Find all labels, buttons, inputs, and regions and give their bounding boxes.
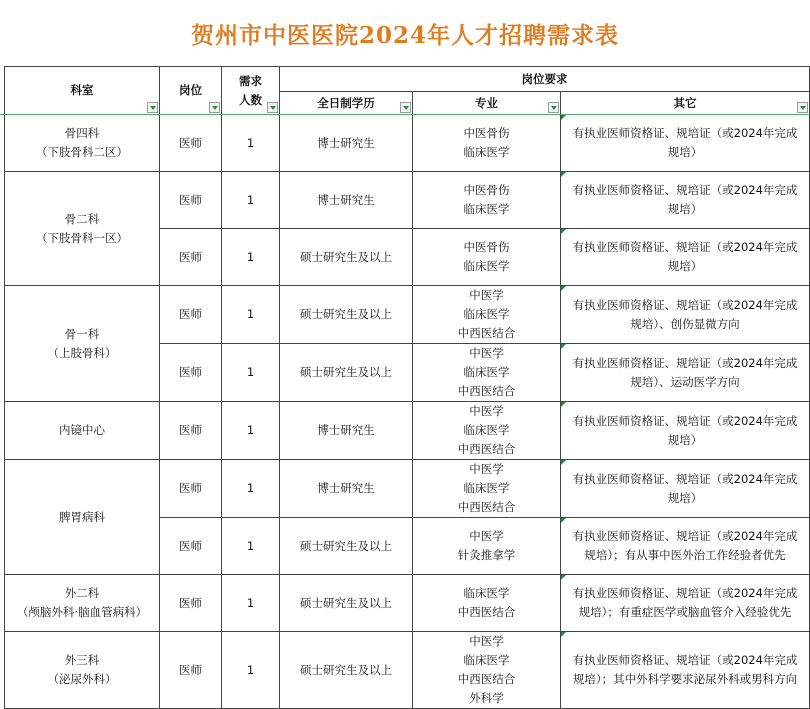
header-position-label: 岗位 bbox=[179, 83, 202, 97]
major-line: 临床医学 bbox=[463, 653, 510, 667]
other-line: 有执业医师资格证、规培证（或2024年完成 bbox=[572, 355, 798, 370]
cell-position[interactable]: 医师 bbox=[160, 286, 222, 344]
other-line: 有执业医师资格证、规培证（或2024年完成 bbox=[572, 126, 798, 140]
major-line: 中西医结合 bbox=[457, 605, 516, 619]
header-department-label: 科室 bbox=[70, 83, 94, 97]
filter-dropdown-icon[interactable] bbox=[548, 102, 559, 113]
table-row bbox=[5, 286, 810, 344]
error-indicator-icon bbox=[561, 402, 566, 407]
department-line: （下肢骨科一区） bbox=[36, 230, 128, 245]
other-line: 规培）、运动医学方向 bbox=[630, 374, 740, 389]
cell-other[interactable] bbox=[561, 518, 810, 575]
cell-other[interactable] bbox=[561, 229, 810, 286]
cell-education[interactable]: 硕士研究生及以上 bbox=[280, 344, 413, 402]
cell-education[interactable]: 硕士研究生及以上 bbox=[280, 286, 413, 344]
cell-major[interactable] bbox=[413, 402, 561, 460]
other-line: 有执业医师资格证、规培证（或2024年完成 bbox=[572, 297, 798, 312]
error-indicator-icon bbox=[561, 286, 566, 291]
cell-other[interactable] bbox=[561, 344, 810, 402]
header-major-label: 专业 bbox=[475, 95, 498, 110]
other-line: 有执业医师资格证、规培证（或2024年完成 bbox=[572, 183, 798, 197]
department-line: 骨一科 bbox=[64, 326, 100, 341]
major-line: 临床医学 bbox=[463, 202, 510, 216]
cell-major[interactable] bbox=[413, 286, 561, 344]
recruitment-table bbox=[4, 66, 810, 709]
cell-position[interactable]: 医师 bbox=[160, 518, 222, 575]
cell-education[interactable]: 硕士研究生及以上 bbox=[280, 632, 413, 709]
page-title: 贺州市中医医院2024年人才招聘需求表 bbox=[190, 21, 619, 49]
major-line: 中医学 bbox=[469, 462, 504, 476]
cell-count[interactable]: 1 bbox=[222, 575, 280, 632]
cell-education[interactable]: 博士研究生 bbox=[280, 402, 413, 460]
cell-other[interactable] bbox=[561, 402, 810, 460]
cell-position[interactable]: 医师 bbox=[160, 460, 222, 518]
major-line: 中医骨伤 bbox=[463, 126, 510, 140]
filter-dropdown-icon[interactable] bbox=[267, 102, 278, 113]
cell-department[interactable] bbox=[5, 286, 160, 402]
cell-department[interactable] bbox=[5, 115, 160, 172]
cell-other[interactable] bbox=[561, 575, 810, 632]
error-indicator-icon bbox=[561, 344, 566, 349]
other-line: 规培） bbox=[667, 145, 703, 159]
cell-count[interactable]: 1 bbox=[222, 172, 280, 229]
error-indicator-icon bbox=[561, 172, 566, 177]
major-line: 中医学 bbox=[469, 288, 504, 302]
major-line: 临床医学 bbox=[463, 365, 510, 379]
cell-department[interactable] bbox=[5, 575, 160, 632]
cell-major[interactable] bbox=[413, 229, 561, 286]
filter-dropdown-icon[interactable] bbox=[209, 102, 220, 113]
error-indicator-icon bbox=[561, 518, 566, 523]
cell-other[interactable] bbox=[561, 115, 810, 172]
major-line: 中西医结合 bbox=[457, 500, 516, 514]
cell-count[interactable]: 1 bbox=[222, 402, 280, 460]
department-line: （下肢骨科二区） bbox=[36, 145, 128, 159]
cell-education[interactable]: 硕士研究生及以上 bbox=[280, 229, 413, 286]
major-line: 中西医结合 bbox=[457, 672, 516, 686]
other-line: 规培）；其中外科学要求泌尿外科或男科方向 bbox=[572, 672, 798, 686]
error-indicator-icon bbox=[561, 460, 566, 465]
cell-position[interactable]: 医师 bbox=[160, 172, 222, 229]
table-row bbox=[5, 402, 810, 460]
header-major[interactable] bbox=[413, 92, 561, 115]
cell-major[interactable] bbox=[413, 115, 561, 172]
major-line: 中医学 bbox=[469, 404, 504, 418]
other-line: 规培）、创伤显微方向 bbox=[630, 316, 740, 331]
department-line: 外二科 bbox=[64, 586, 100, 600]
major-line: 针灸推拿学 bbox=[457, 548, 516, 562]
cell-other[interactable] bbox=[561, 286, 810, 344]
major-line: 中医学 bbox=[469, 634, 504, 648]
error-indicator-icon bbox=[561, 575, 566, 580]
header-requirements: 岗位要求 bbox=[280, 67, 810, 92]
header-count-label-2: 人数 bbox=[239, 92, 262, 107]
filter-dropdown-icon[interactable] bbox=[400, 102, 411, 113]
department-line: 脾胃病科 bbox=[59, 509, 105, 524]
table-row bbox=[5, 575, 810, 632]
major-line: 外科学 bbox=[469, 691, 504, 705]
cell-count[interactable]: 1 bbox=[222, 632, 280, 709]
department-line: 骨二科 bbox=[64, 211, 100, 226]
cell-position[interactable]: 医师 bbox=[160, 575, 222, 632]
major-line: 中医学 bbox=[469, 346, 504, 360]
cell-position[interactable]: 医师 bbox=[160, 229, 222, 286]
table-row bbox=[5, 460, 810, 518]
cell-major[interactable] bbox=[413, 460, 561, 518]
other-line: 有执业医师资格证、规培证（或2024年完成 bbox=[572, 653, 798, 667]
cell-department[interactable] bbox=[5, 172, 160, 286]
cell-education[interactable]: 博士研究生 bbox=[280, 115, 413, 172]
cell-position[interactable]: 医师 bbox=[160, 402, 222, 460]
error-indicator-icon bbox=[561, 229, 566, 234]
cell-count[interactable]: 1 bbox=[222, 115, 280, 172]
header-education-label: 全日制学历 bbox=[317, 95, 375, 110]
cell-major[interactable] bbox=[413, 632, 561, 709]
department-line: （上肢骨科） bbox=[47, 345, 117, 360]
major-line: 临床医学 bbox=[463, 423, 510, 437]
header-count[interactable] bbox=[222, 67, 280, 115]
cell-position[interactable]: 医师 bbox=[160, 632, 222, 709]
department-line: （颅脑外科·脑血管病科） bbox=[16, 605, 148, 619]
cell-education[interactable]: 博士研究生 bbox=[280, 172, 413, 229]
department-line: 外三科 bbox=[64, 653, 100, 667]
table-row bbox=[5, 115, 810, 172]
cell-department[interactable] bbox=[5, 632, 160, 709]
error-indicator-icon bbox=[561, 115, 566, 120]
filter-dropdown-icon[interactable] bbox=[147, 102, 158, 113]
header-count-label-1: 需求 bbox=[239, 73, 262, 88]
cell-position[interactable]: 医师 bbox=[160, 344, 222, 402]
cell-department[interactable] bbox=[5, 460, 160, 575]
header-other[interactable] bbox=[561, 92, 810, 115]
table-row bbox=[5, 632, 810, 709]
cell-count[interactable]: 1 bbox=[222, 344, 280, 402]
major-line: 中西医结合 bbox=[457, 384, 516, 398]
other-line: 规培）；有重症医学或脑血管介入经验优先 bbox=[578, 605, 792, 619]
other-line: 规培） bbox=[667, 259, 703, 273]
other-line: 有执业医师资格证、规培证（或2024年完成 bbox=[572, 529, 798, 543]
cell-major[interactable] bbox=[413, 518, 561, 575]
cell-education[interactable]: 硕士研究生及以上 bbox=[280, 575, 413, 632]
header-department[interactable] bbox=[5, 67, 160, 115]
other-line: 有执业医师资格证、规培证（或2024年完成 bbox=[572, 471, 798, 486]
major-line: 中医学 bbox=[469, 529, 504, 543]
freeze-pane-line bbox=[0, 114, 810, 115]
other-line: 规培） bbox=[667, 432, 703, 447]
cell-major[interactable] bbox=[413, 172, 561, 229]
major-line: 中西医结合 bbox=[457, 326, 516, 340]
cell-major[interactable] bbox=[413, 575, 561, 632]
major-line: 中医骨伤 bbox=[463, 183, 510, 197]
cell-education[interactable]: 硕士研究生及以上 bbox=[280, 518, 413, 575]
header-education[interactable] bbox=[280, 92, 413, 115]
department-line: 内镜中心 bbox=[59, 423, 105, 437]
major-line: 中医骨伤 bbox=[463, 240, 510, 254]
header-position[interactable] bbox=[160, 67, 222, 115]
major-line: 临床医学 bbox=[463, 145, 510, 159]
cell-other[interactable] bbox=[561, 632, 810, 709]
cell-count[interactable]: 1 bbox=[222, 518, 280, 575]
other-line: 有执业医师资格证、规培证（或2024年完成 bbox=[572, 413, 798, 428]
header-other-label: 其它 bbox=[673, 95, 697, 110]
cell-position[interactable]: 医师 bbox=[160, 115, 222, 172]
cell-other[interactable] bbox=[561, 172, 810, 229]
cell-count[interactable]: 1 bbox=[222, 286, 280, 344]
major-line: 临床医学 bbox=[463, 586, 510, 600]
error-indicator-icon bbox=[561, 632, 566, 637]
cell-education[interactable]: 博士研究生 bbox=[280, 460, 413, 518]
major-line: 临床医学 bbox=[463, 481, 510, 495]
cell-count[interactable]: 1 bbox=[222, 229, 280, 286]
department-line: 骨四科 bbox=[64, 126, 100, 140]
other-line: 规培） bbox=[667, 202, 703, 216]
other-line: 规培）；有从事中医外治工作经验者优先 bbox=[584, 548, 786, 562]
cell-other[interactable] bbox=[561, 460, 810, 518]
other-line: 有执业医师资格证、规培证（或2024年完成 bbox=[572, 586, 798, 600]
cell-count[interactable]: 1 bbox=[222, 460, 280, 518]
cell-major[interactable] bbox=[413, 344, 561, 402]
table-row bbox=[5, 172, 810, 229]
major-line: 中西医结合 bbox=[457, 442, 516, 456]
major-line: 临床医学 bbox=[463, 259, 510, 273]
filter-dropdown-icon[interactable] bbox=[797, 102, 808, 113]
cell-department[interactable] bbox=[5, 402, 160, 460]
other-line: 有执业医师资格证、规培证（或2024年完成 bbox=[572, 240, 798, 254]
other-line: 规培） bbox=[667, 490, 703, 505]
department-line: （泌尿外科） bbox=[47, 672, 117, 686]
major-line: 临床医学 bbox=[463, 307, 510, 321]
